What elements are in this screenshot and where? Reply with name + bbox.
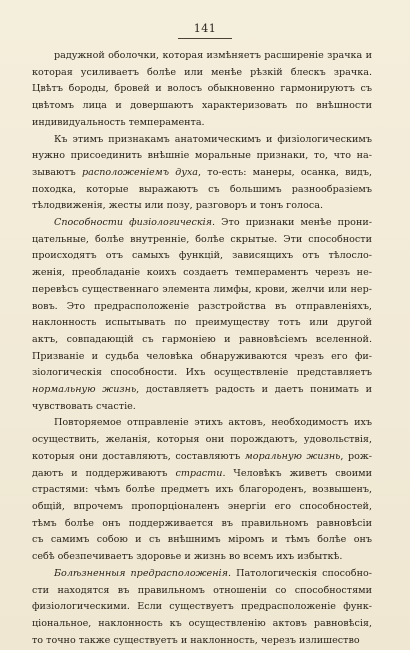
text-segment: женія, преобладаніе коихъ создаетъ темпераментъ черезъ не- <box>32 267 372 279</box>
text-segment: актъ, совпадающій съ гармоніею и равновѣсіемъ вселенной. <box>32 333 372 345</box>
text-segment: . Патологическія способно- <box>227 567 372 579</box>
text-segment: происходятъ отъ самыхъ функцій, зависящихъ отъ тѣлосло- <box>32 250 372 262</box>
text-segment: зіологическія способности. Ихъ осуществленіе представляетъ <box>32 367 372 379</box>
text-segment: страстями: чѣмъ болѣе предметъ ихъ благороденъ, возвышенъ, <box>32 484 372 496</box>
text-segment: Къ этимъ признакамъ анатомическимъ и физіологическимъ <box>54 133 372 145</box>
italic-phrase: Способности физіологическія <box>54 217 213 229</box>
text-line <box>32 182 372 199</box>
text-line <box>32 616 372 633</box>
body-text <box>32 48 372 649</box>
text-line <box>32 282 372 299</box>
text-line <box>32 532 372 549</box>
text-line <box>32 599 372 616</box>
text-segment: которая усиливаетъ болѣе или менѣе рѣзкій блескъ зрачка. <box>32 66 372 78</box>
paragraph <box>32 132 372 216</box>
text-segment: то точно также существуетъ и наклонность, черезъ излишество <box>32 634 360 646</box>
text-line <box>32 232 372 249</box>
italic-phrase: Болѣзненныя предрасположенія <box>54 567 228 579</box>
text-line <box>32 432 372 449</box>
text-segment: физіологическими. Если существуетъ предрасположеніе функ- <box>32 601 372 613</box>
text-segment: цательные, болѣе внутренніе, болѣе скрытые. Эти способности <box>32 233 372 245</box>
text-line <box>32 265 372 282</box>
text-line <box>32 482 372 499</box>
text-segment: сти находятся въ правильномъ отношеніи со способностями <box>32 584 372 596</box>
italic-phrase: нормальную жизнь <box>32 384 137 396</box>
text-line <box>32 115 372 132</box>
text-segment: съ самимъ собою и съ внѣшнимъ міромъ и тѣмъ болѣе онъ <box>32 534 372 546</box>
text-segment: которыя они доставляютъ, составляютъ <box>32 450 245 462</box>
paragraph <box>32 566 372 650</box>
text-line <box>32 499 372 516</box>
text-segment: Цвѣтъ бороды, бровей и волосъ обыкновенно гармонируютъ съ <box>32 83 372 95</box>
text-line <box>32 132 372 149</box>
text-line <box>32 81 372 98</box>
text-line <box>32 65 372 82</box>
text-segment: , рож- <box>340 450 372 462</box>
text-segment: , доставляетъ радость и даетъ понимать и <box>136 384 372 396</box>
text-line <box>32 148 372 165</box>
italic-phrase: моральную жизнь <box>244 450 341 462</box>
text-line <box>32 299 372 316</box>
text-segment: наклонность испытывать по преимуществу тотъ или другой <box>32 317 372 329</box>
text-line <box>32 516 372 533</box>
text-line <box>32 215 372 232</box>
text-line <box>32 165 372 182</box>
text-line <box>32 566 372 583</box>
text-segment: Повторяемое отправленіе этихъ актовъ, необходимостъ ихъ <box>54 417 372 429</box>
text-line <box>32 466 372 483</box>
text-segment: ціональное, наклонность къ осуществленію актовъ равновѣсія, <box>32 617 372 629</box>
text-segment: . Человѣкъ живетъ своими <box>222 467 372 479</box>
paragraph <box>32 215 372 415</box>
text-segment: походка, которые выражаютъ съ большимъ разнообразіемъ <box>32 183 372 195</box>
text-line <box>32 315 372 332</box>
paragraph <box>32 415 372 565</box>
text-segment: вовъ. Это предрасположеніе разстройства въ отправленіяхъ, <box>32 300 372 312</box>
text-line <box>32 48 372 65</box>
text-segment: , то-есть: манеры, осанка, видъ, <box>198 166 372 178</box>
text-segment: нужно присоединить внѣшніе моральные признаки, то, что на- <box>32 150 372 162</box>
text-line <box>32 349 372 366</box>
text-segment: индивидуальность темперамента. <box>32 116 205 128</box>
italic-phrase: расположеніемъ духа <box>81 166 199 178</box>
text-line <box>32 633 372 650</box>
text-segment: себѣ обезпечиваетъ здоровье и жизнь во всемъ ихъ избыткѣ. <box>32 551 343 563</box>
page-number: 141 <box>193 22 217 35</box>
text-segment: Призваніе и судьба человѣка обнаруживаются чрезъ его фи- <box>32 350 372 362</box>
text-segment: чувствовать счастіе. <box>32 400 136 412</box>
text-line <box>32 98 372 115</box>
text-line <box>32 415 372 432</box>
italic-phrase: страсти <box>175 467 223 479</box>
text-segment: радужной оболочки, которая измѣняетъ расширеніе зрачка и <box>54 50 372 61</box>
text-line <box>32 365 372 382</box>
text-segment: перевѣсъ существеннаго элемента лимфы, крови, желчи или нер- <box>32 283 372 295</box>
page-number-rule <box>178 38 232 39</box>
text-line <box>32 248 372 265</box>
text-segment: . Это признаки менѣе прони- <box>212 217 372 229</box>
text-line <box>32 399 372 416</box>
text-segment: тѣлодвиженія, жесты или позу, разговоръ и тонъ голоса. <box>32 200 323 212</box>
text-segment: даютъ и поддерживаютъ <box>32 467 176 479</box>
text-segment: цвѣтомъ лица и довершаютъ характеризовать по внѣшности <box>32 100 372 112</box>
text-segment: общій, впрочемъ пропорціоналенъ энергіи его способностей, <box>32 500 372 512</box>
text-line <box>32 583 372 600</box>
text-segment: тѣмъ болѣе онъ поддерживается въ правильномъ равновѣсіи <box>32 517 372 529</box>
text-line <box>32 449 372 466</box>
text-line <box>32 332 372 349</box>
text-segment: осуществить, желанія, которыя они порождаютъ, удовольствія, <box>32 434 372 446</box>
text-line <box>32 549 372 566</box>
text-line <box>32 382 372 399</box>
text-segment: зываютъ <box>32 166 82 178</box>
text-line <box>32 198 372 215</box>
paragraph <box>32 48 372 132</box>
